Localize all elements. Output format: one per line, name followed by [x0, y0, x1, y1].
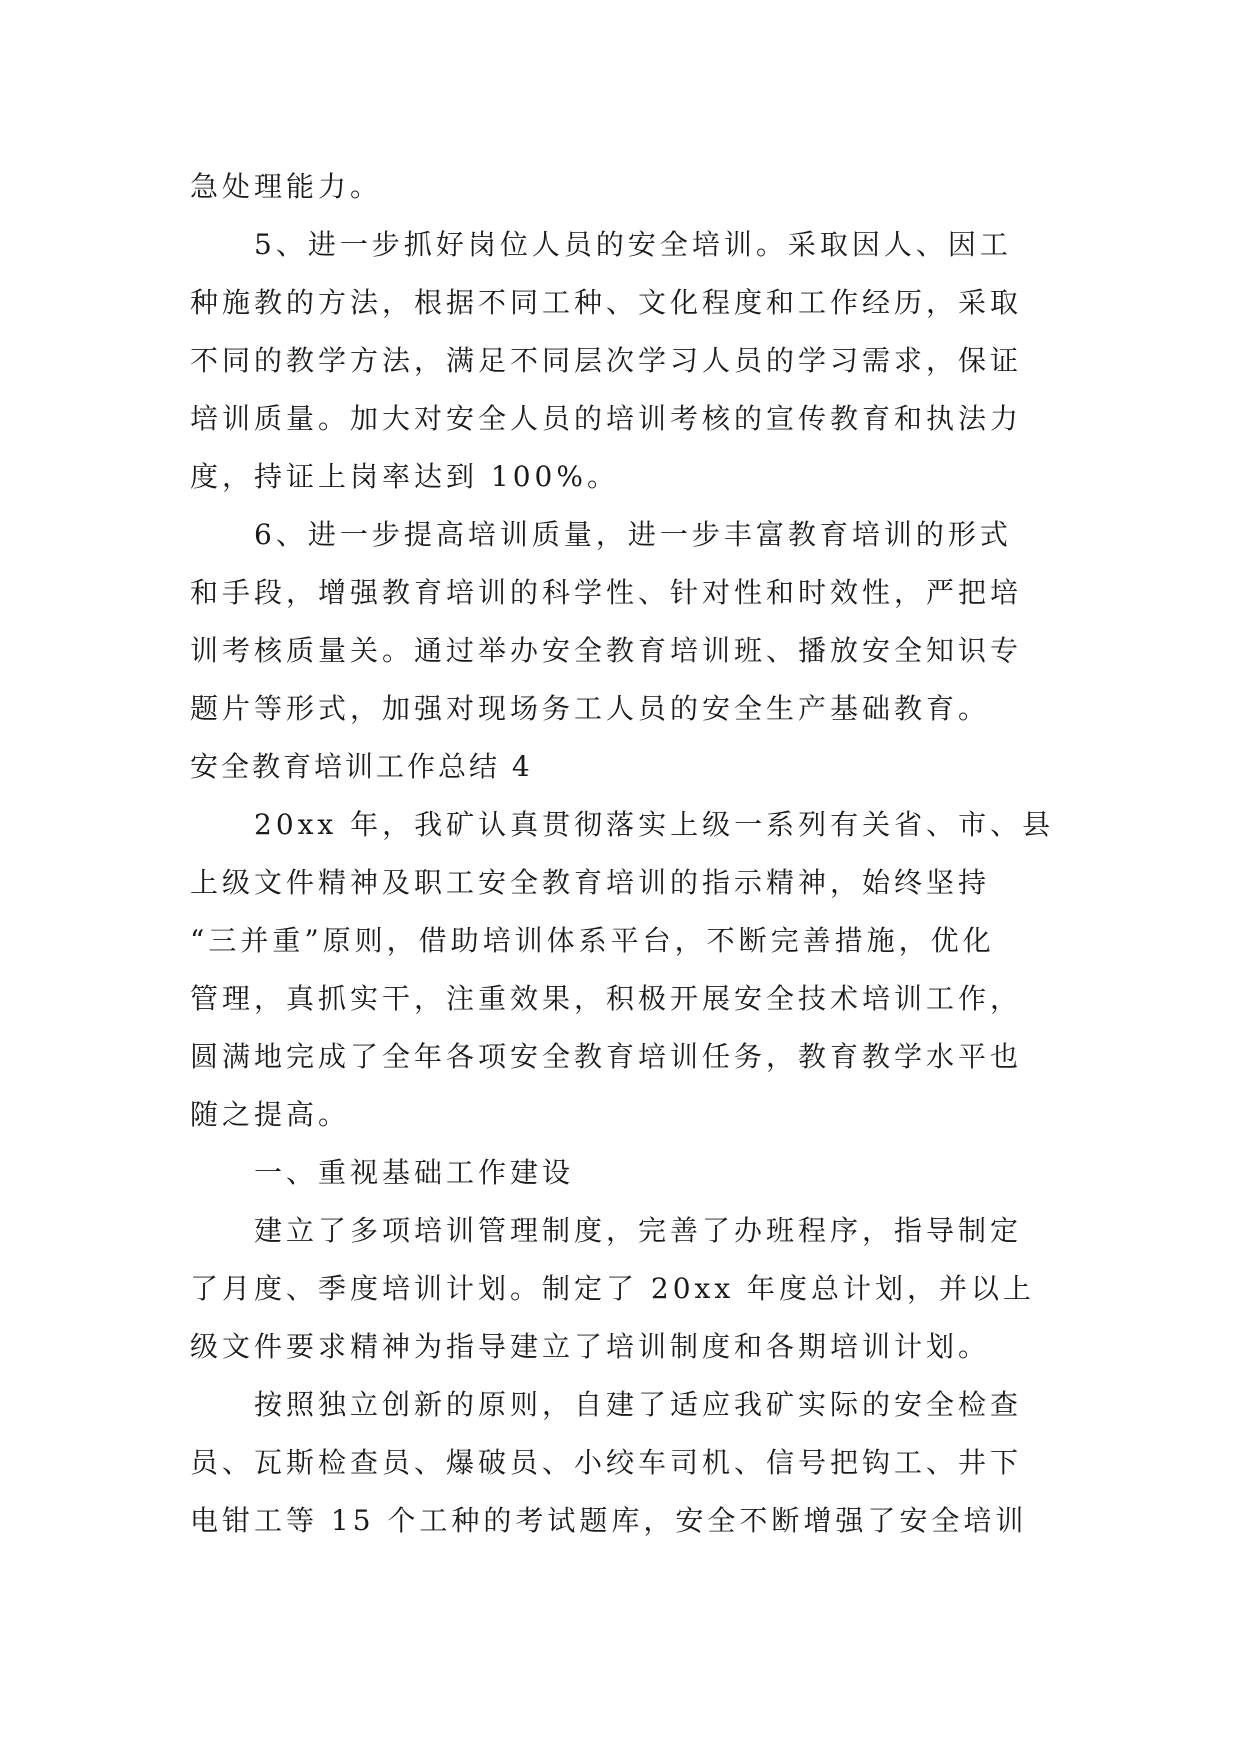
- text-line: 随之提高。: [190, 1098, 351, 1131]
- text-line: 和手段，增强教育培训的科学性、针对性和时效性，严把培: [190, 576, 1023, 609]
- paragraph-line: 20xx 年，我矿认真贯彻落实上级一系列有关省、市、县: [254, 808, 1055, 841]
- text-line: 培训质量。加大对安全人员的培训考核的宣传教育和执法力: [190, 402, 1023, 435]
- paragraph-line: 5、进一步抓好岗位人员的安全培训。采取因人、因工: [254, 228, 1012, 261]
- subsection-heading: 一、重视基础工作建设: [254, 1156, 575, 1189]
- document-body: [190, 158, 1055, 1550]
- text-line: 级文件要求精神为指导建立了培训制度和各期培训计划。: [190, 1330, 991, 1363]
- text-line: 管理，真抓实干，注重效果，积极开展安全技术培训工作，: [190, 982, 1023, 1015]
- text-line: 圆满地完成了全年各项安全教育培训任务，教育教学水平也: [190, 1040, 1023, 1073]
- paragraph-line: 建立了多项培训管理制度，完善了办班程序，指导制定: [254, 1214, 1023, 1247]
- text-line: 题片等形式，加强对现场务工人员的安全生产基础教育。: [190, 692, 991, 725]
- text-line: 训考核质量关。通过举办安全教育培训班、播放安全知识专: [190, 634, 1023, 667]
- text-line: 上级文件精神及职工安全教育培训的指示精神，始终坚持: [190, 866, 991, 899]
- paragraph-line: 按照独立创新的原则，自建了适应我矿实际的安全检查: [254, 1388, 1023, 1421]
- text-line: 急处理能力。: [190, 170, 383, 203]
- text-line: “三并重”原则，借助培训体系平台，不断完善措施，优化: [190, 924, 995, 957]
- section-heading: 安全教育培训工作总结 4: [190, 750, 533, 783]
- text-line: 度，持证上岗率达到 100%。: [190, 460, 619, 493]
- paragraph-line: 6、进一步提高培训质量，进一步丰富教育培训的形式: [254, 518, 1012, 551]
- text-line: 了月度、季度培训计划。制定了 20xx 年度总计划，并以上: [190, 1272, 1036, 1305]
- text-line: 电钳工等 15 个工种的考试题库，安全不断增强了安全培训: [190, 1504, 1028, 1537]
- text-line: 不同的教学方法，满足不同层次学习人员的学习需求，保证: [190, 344, 1023, 377]
- text-line: 种施教的方法，根据不同工种、文化程度和工作经历，采取: [190, 286, 1023, 319]
- text-line: 员、瓦斯检查员、爆破员、小绞车司机、信号把钩工、井下: [190, 1446, 1023, 1479]
